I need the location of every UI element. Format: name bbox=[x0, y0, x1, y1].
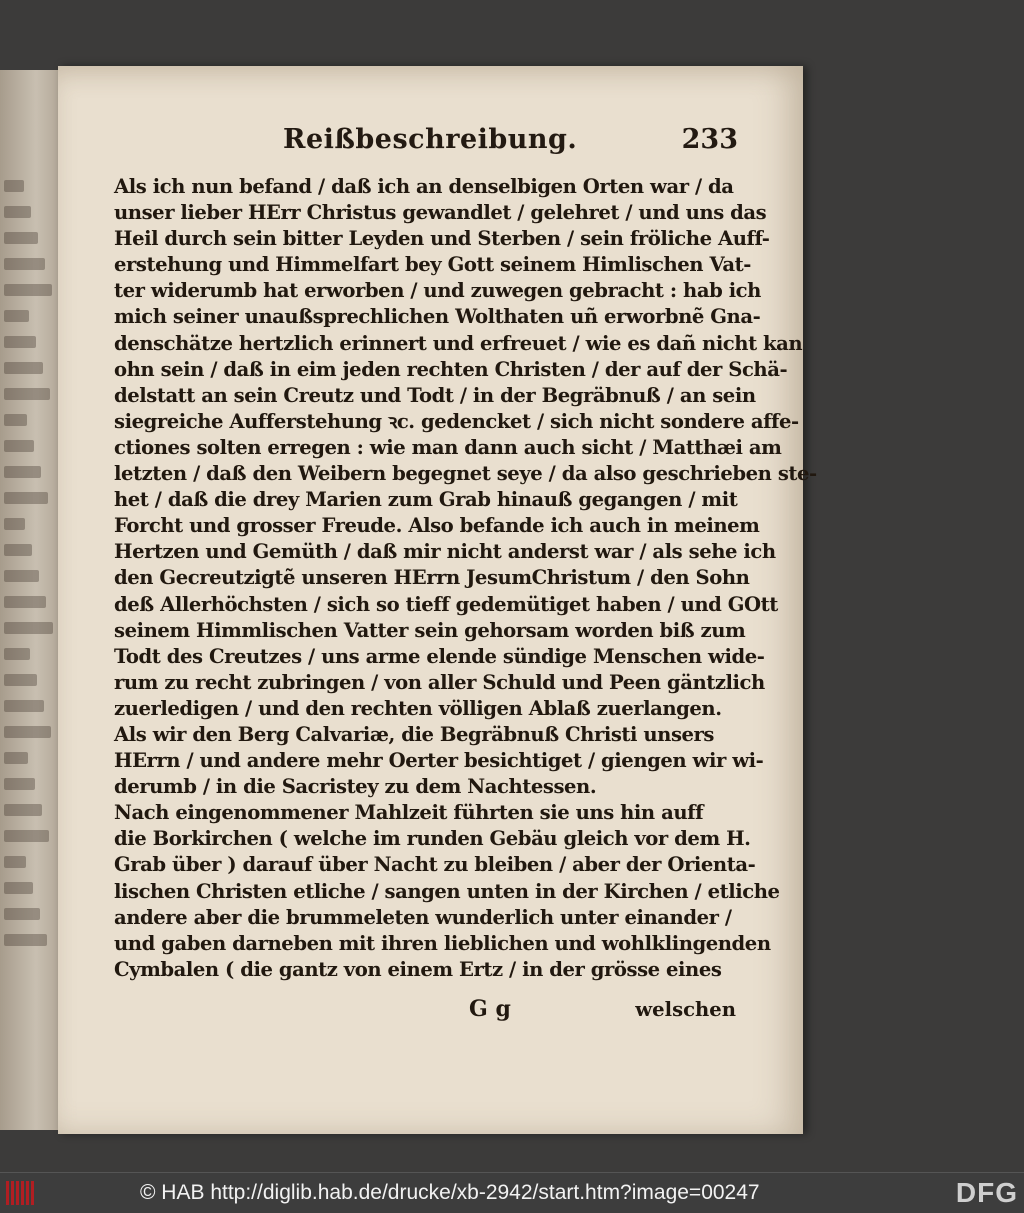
hab-logo-bar bbox=[11, 1181, 14, 1205]
previous-page-text-fragment bbox=[4, 882, 33, 894]
hab-logo-bar bbox=[16, 1181, 19, 1205]
previous-page-text-fragment bbox=[4, 362, 43, 374]
hab-logo-bar bbox=[21, 1181, 24, 1205]
text-line: Nach eingenommener Mahlzeit führten sie uns hin auff bbox=[114, 801, 704, 825]
text-line: Heil durch sein bitter Leyden und Sterben / sein fröliche Auff- bbox=[114, 227, 770, 251]
text-line: lischen Christen etliche / sangen unten in der Kirchen / etliche bbox=[114, 879, 780, 903]
text-line: siegreiche Aufferstehung ꝛc. gedencket / sich nicht sondere affe- bbox=[114, 409, 799, 433]
hab-logo-bar bbox=[6, 1181, 9, 1205]
previous-page-text-fragment bbox=[4, 778, 35, 790]
text-line: mich seiner unaußsprechlichen Wolthaten uñ erworbnẽ Gna- bbox=[114, 305, 761, 329]
previous-page-text-fragment bbox=[4, 622, 53, 634]
previous-page-text-fragment bbox=[4, 492, 48, 504]
text-line: delstatt an sein Creutz und Todt / in der Begräbnuß / an sein bbox=[114, 383, 756, 407]
text-line: ctiones solten erregen : wie man dann auch sicht / Matthæi am bbox=[114, 435, 782, 459]
text-line: het / daß die drey Marien zum Grab hinauß gegangen / mit bbox=[114, 488, 738, 512]
text-line: Todt des Creutzes / uns arme elende sündige Menschen wide- bbox=[114, 644, 765, 668]
previous-page-text-fragment bbox=[4, 284, 52, 296]
catchword: welschen bbox=[635, 998, 736, 1021]
previous-page-text-fragment bbox=[4, 700, 44, 712]
text-line: Als ich nun befand / daß ich an denselbigen Orten war / da bbox=[114, 175, 734, 198]
signature-mark: G g bbox=[469, 996, 511, 1022]
hab-logo-bar bbox=[26, 1181, 29, 1205]
previous-page-edge bbox=[0, 70, 60, 1130]
text-line: HErrn / und andere mehr Oerter besichtiget / giengen wir wi- bbox=[114, 749, 764, 773]
text-line: und gaben darneben mit ihren lieblichen und wohlklingenden bbox=[114, 931, 771, 955]
text-line: Grab über ) darauf über Nacht zu bleiben / aber der Orienta- bbox=[114, 853, 756, 877]
page-header bbox=[283, 124, 738, 164]
previous-page-text-fragment bbox=[4, 518, 25, 530]
previous-page-text-fragment bbox=[4, 908, 40, 920]
previous-page-text-fragment bbox=[4, 726, 51, 738]
previous-page-text-fragment bbox=[4, 674, 37, 686]
text-line: die Borkirchen ( welche im runden Gebäu gleich vor dem H. bbox=[114, 827, 751, 851]
text-line: unser lieber HErr Christus gewandlet / gelehret / und uns das bbox=[114, 201, 767, 225]
text-line: Cymbalen ( die gantz von einem Ertz / in der grösse eines bbox=[114, 957, 722, 981]
text-line: ter widerumb hat erworben / und zuwegen gebracht : hab ich bbox=[114, 279, 761, 303]
previous-page-text-fragment bbox=[4, 388, 50, 400]
viewer-footer bbox=[0, 1172, 1024, 1213]
page-number: 233 bbox=[681, 124, 738, 155]
text-line: zuerledigen / und den rechten völligen Ablaß zuerlangen. bbox=[114, 696, 722, 720]
dfg-logo: DFG bbox=[955, 1177, 1018, 1208]
previous-page-text-fragment bbox=[4, 570, 39, 582]
body-text bbox=[114, 174, 817, 983]
text-line: Forcht und grosser Freude. Also befande ich auch in meinem bbox=[114, 514, 760, 538]
previous-page-text-fragment bbox=[4, 752, 28, 764]
previous-page-text-fragment bbox=[4, 648, 30, 660]
previous-page-text-fragment bbox=[4, 232, 38, 244]
text-line: Hertzen und Gemüth / daß mir nicht anderst war / als sehe ich bbox=[114, 540, 776, 564]
text-line: den Gecreutzigtẽ unseren HErrn JesumChristum / den Sohn bbox=[114, 566, 750, 590]
catch-line bbox=[114, 996, 736, 1026]
text-line: rum zu recht zubringen / von aller Schuld und Peen gäntzlich bbox=[114, 670, 765, 694]
running-head: Reißbeschreibung. bbox=[283, 124, 578, 155]
previous-page-text-fragment bbox=[4, 856, 26, 868]
previous-page-text-fragment bbox=[4, 440, 34, 452]
previous-page-text-fragment bbox=[4, 544, 32, 556]
previous-page-text-fragment bbox=[4, 804, 42, 816]
previous-page-text-fragment bbox=[4, 206, 31, 218]
text-line: deß Allerhöchsten / sich so tieff gedemütiget haben / und GOtt bbox=[114, 592, 778, 616]
previous-page-text-fragment bbox=[4, 310, 29, 322]
text-line: erstehung und Himmelfart bey Gott seinem Himlischen Vat- bbox=[114, 253, 751, 277]
text-line: Als wir den Berg Calvariæ, die Begräbnuß Christi unsers bbox=[114, 722, 715, 746]
text-line: letzten / daß den Weibern begegnet seye / da also geschrieben ste- bbox=[114, 462, 817, 486]
previous-page-text-fragment bbox=[4, 336, 36, 348]
hab-logo-icon bbox=[6, 1181, 38, 1205]
book-page bbox=[58, 66, 817, 1134]
previous-page-text-fragment bbox=[4, 934, 47, 946]
previous-page-text-fragment bbox=[4, 414, 27, 426]
hab-logo-bar bbox=[31, 1181, 34, 1205]
previous-page-text-fragment bbox=[4, 258, 45, 270]
copyright-url[interactable]: © HAB http://diglib.hab.de/drucke/xb-2942/start.htm?image=00247 bbox=[140, 1181, 760, 1204]
previous-page-text-fragment bbox=[4, 180, 24, 192]
text-line: andere aber die brummeleten wunderlich unter einander / bbox=[114, 905, 732, 929]
text-line: denschätze hertzlich erinnert und erfreuet / wie es dañ nicht kan bbox=[114, 331, 803, 355]
previous-page-text-fragment bbox=[4, 830, 49, 842]
text-line: derumb / in die Sacristey zu dem Nachtessen. bbox=[114, 775, 597, 799]
previous-page-text-fragment bbox=[4, 596, 46, 608]
text-line: seinem Himmlischen Vatter sein gehorsam worden biß zum bbox=[114, 618, 746, 642]
text-line: ohn sein / daß in eim jeden rechten Christen / der auf der Schä- bbox=[114, 357, 788, 381]
previous-page-text-fragment bbox=[4, 466, 41, 478]
